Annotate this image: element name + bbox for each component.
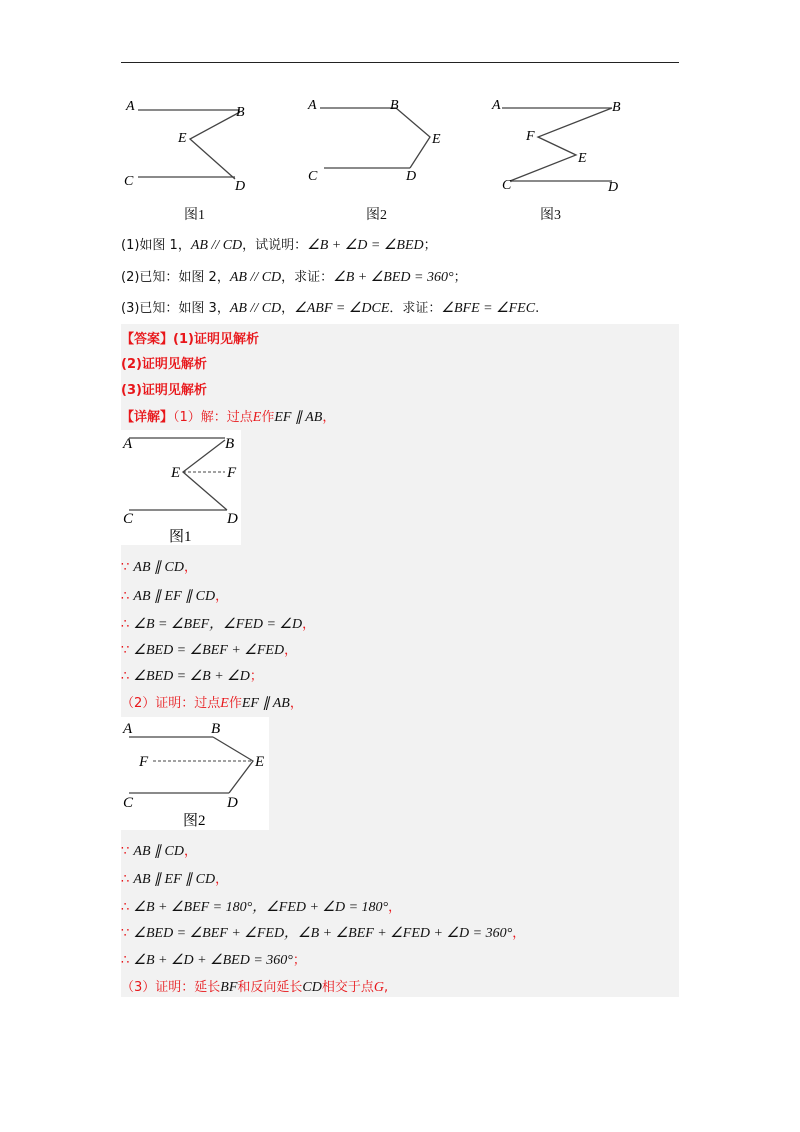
label-c: C [124,174,134,189]
part1-step-3: ∴ ∠B = ∠BEF，∠FED = ∠D， [121,617,316,632]
question-2: (2)已知：如图 2，AB // CD，求证：∠B + ∠BED = 360°； [121,270,467,285]
label-e: E [178,131,187,146]
part2-step-3: ∴ ∠B + ∠BEF = 180°，∠FED + ∠D = 180°， [121,900,402,915]
label-a: A [492,98,501,113]
label-d: D [608,180,619,195]
answer-line-3: (3)证明见解析 [121,383,207,398]
label-d: D [235,179,246,194]
figure-3 [488,95,638,195]
label-a: A [126,99,135,114]
header-rule [121,62,679,63]
part1-step-5: ∴ ∠BED = ∠B + ∠D； [121,669,263,684]
label-d: D [406,169,417,184]
label-c: C [308,169,318,184]
label-a: A [308,98,317,113]
label-d: D [227,795,238,811]
question-3: (3)已知：如图 3，AB // CD，∠ABF = ∠DCE．求证：∠BFE = ∠FEC. [121,301,540,316]
part2-step-1: ∵ AB ∥ CD， [121,844,197,859]
label-b: B [225,436,235,452]
label-a: A [123,721,133,737]
figure-1-caption: 图1 [184,208,205,223]
solution-figure-2 [121,717,269,830]
figure-3-caption: 图3 [540,208,561,223]
label-c: C [123,511,134,527]
figure-1 [118,95,258,195]
part2-step-2: ∴ AB ∥ EF ∥ CD， [121,872,229,887]
figure-2 [298,95,458,195]
label-e: E [171,465,181,481]
part2-step-4: ∵ ∠BED = ∠BEF + ∠FED，∠B + ∠BEF + ∠FED + ∠D = 360°， [121,926,526,941]
label-e: E [432,132,441,147]
label-b: B [612,100,621,115]
label-f: F [526,129,535,144]
label-c: C [502,178,512,193]
answer-line-2: (2)证明见解析 [121,357,207,372]
figure-2-caption: 图2 [366,208,387,223]
part1-step-1: ∵ AB ∥ CD， [121,560,197,575]
answer-line-1: 【答案】(1)证明见解析 [121,332,259,347]
label-c: C [123,795,134,811]
detail-part1-intro: 【详解】（1）解：过点E作EF ∥ AB， [121,410,336,425]
caption: 图2 [183,813,206,829]
part1-step-2: ∴ AB ∥ EF ∥ CD， [121,589,229,604]
label-d: D [227,511,238,527]
label-b: B [236,105,245,120]
label-e: E [255,754,265,770]
question-1: (1)如图 1，AB // CD，试说明：∠B + ∠D = ∠BED； [121,238,437,253]
label-f: F [139,754,149,770]
label-e: E [578,151,587,166]
detail-part3-intro: （3）证明：延长BF和反向延长CD相交于点G, [121,980,389,995]
label-b: B [211,721,221,737]
part2-step-5: ∴ ∠B + ∠D + ∠BED = 360°； [121,953,306,968]
label-f: F [227,465,237,481]
part1-step-4: ∵ ∠BED = ∠BEF + ∠FED， [121,643,298,658]
caption: 图1 [169,529,192,545]
solution-figure-1 [121,430,241,545]
label-b: B [390,98,399,113]
detail-part2-intro: （2）证明：过点E作EF ∥ AB， [121,696,303,711]
label-a: A [123,436,133,452]
